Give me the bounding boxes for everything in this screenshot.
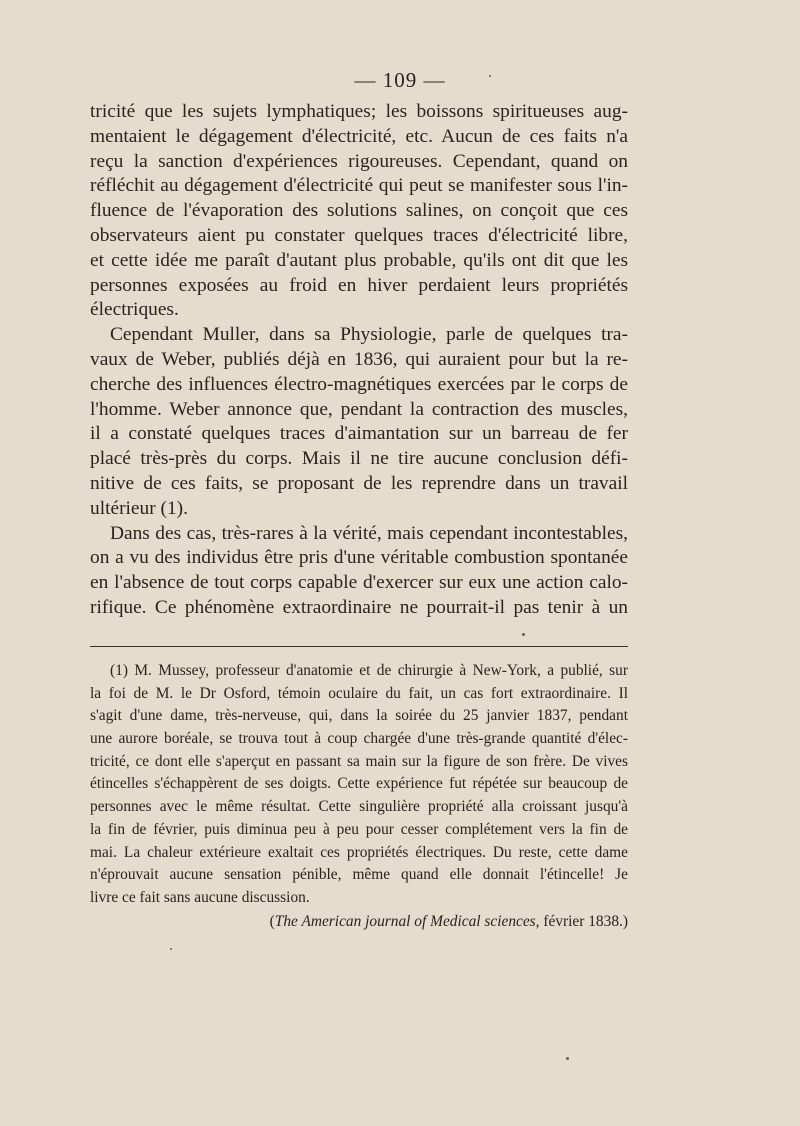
text-line: nitive de ces faits, se proposant de les reprendre dans un travail	[90, 472, 628, 494]
source-open: (	[269, 912, 275, 930]
text-line: cherche des influences électro-magnétiques exercées par le corps de	[90, 373, 628, 395]
footnote-line: tricité, ce dont elle s'aperçut en passant sa main sur la figure de son frère. De vives	[90, 752, 628, 770]
paper-speck	[170, 948, 172, 950]
footnote-line: n'éprouvait aucune sensation pénible, même quand elle donnait l'étincelle! Je	[90, 866, 628, 884]
text-line: reçu la sanction d'expériences rigoureuses. Cependant, quand on	[90, 150, 628, 172]
footnote-line: s'agit d'une dame, très-nerveuse, qui, dans la soirée du 25 janvier 1837, pendant	[90, 707, 628, 725]
footnote-line: une aurore boréale, se trouva tout à coup chargée d'une très-grande quantité d'élec-	[90, 730, 628, 748]
text-line: l'homme. Weber annonce que, pendant la contraction des muscles,	[90, 398, 628, 420]
main-text	[90, 100, 628, 621]
text-line: fluence de l'évaporation des solutions salines, on conçoit que ces	[90, 200, 628, 222]
footnote-line: (1) M. Mussey, professeur d'anatomie et de chirurgie à New-York, a publié, sur	[110, 662, 628, 679]
text-line: rifique. Ce phénomène extraordinaire ne pourrait-il pas tenir à un	[90, 596, 628, 618]
footnote-source	[90, 910, 628, 934]
footnote-line: la fin de février, puis diminua peu à peu pour cesser complétement vers la fin de	[90, 820, 628, 838]
text-line: vaux de Weber, publiés déjà en 1836, qui auraient pour but la re-	[90, 348, 628, 370]
text-line: personnes exposées au froid en hiver perdaient leurs propriétés	[90, 274, 628, 296]
text-line: placé très-près du corps. Mais il ne tire aucune conclusion défi-	[90, 448, 628, 470]
text-line: mentaient le dégagement d'électricité, etc. Aucun de ces faits n'a	[90, 125, 628, 147]
footnote-line: livre ce fait sans aucune discussion.	[90, 888, 310, 906]
text-line: Dans des cas, très-rares à la vérité, mais cependant incontestables,	[110, 522, 628, 544]
paper-speck	[566, 1057, 569, 1060]
text-line: électriques.	[90, 299, 179, 321]
source-title: The American journal of Medical sciences,	[274, 912, 540, 930]
text-line: il a constaté quelques traces d'aimantation sur un barreau de fer	[90, 423, 628, 445]
text-line: on a vu des individus être pris d'une véritable combustion spontanée	[90, 547, 628, 569]
text-line: et cette idée me paraît d'autant plus probable, qu'ils ont dit que les	[90, 249, 628, 271]
footnote-line: étincelles s'échappèrent de ses doigts. Cette expérience fut répétée sur beaucoup de	[90, 775, 628, 793]
footnote	[90, 660, 628, 933]
footnote-line: la foi de M. le Dr Osford, témoin oculaire du fait, un cas fort extraordinaire. Il	[90, 684, 628, 702]
text-line: Cependant Muller, dans sa Physiologie, parle de quelques tra-	[110, 324, 628, 346]
text-line: observateurs aient pu constater quelques traces d'électricité libre,	[90, 224, 628, 246]
paper-speck	[489, 75, 491, 77]
footnote-line: personnes avec le même résultat. Cette singulière propriété alla croissant jusqu'à	[90, 798, 628, 816]
footnote-line: mai. La chaleur extérieure exaltait ces propriétés électriques. Du reste, cette dame	[90, 843, 628, 861]
footnote-divider	[90, 646, 628, 647]
text-line: réfléchit au dégagement d'électricité qui peut se manifester sous l'in-	[90, 175, 628, 197]
text-line: en l'absence de tout corps capable d'exercer sur eux une action calo-	[90, 572, 628, 594]
text-line: tricité que les sujets lymphatiques; les boissons spiritueuses aug-	[90, 101, 628, 122]
page-number: — 109 —	[354, 68, 446, 92]
source-date: février 1838.)	[539, 912, 628, 930]
paper-speck	[522, 633, 525, 636]
text-line: ultérieur (1).	[90, 497, 188, 519]
